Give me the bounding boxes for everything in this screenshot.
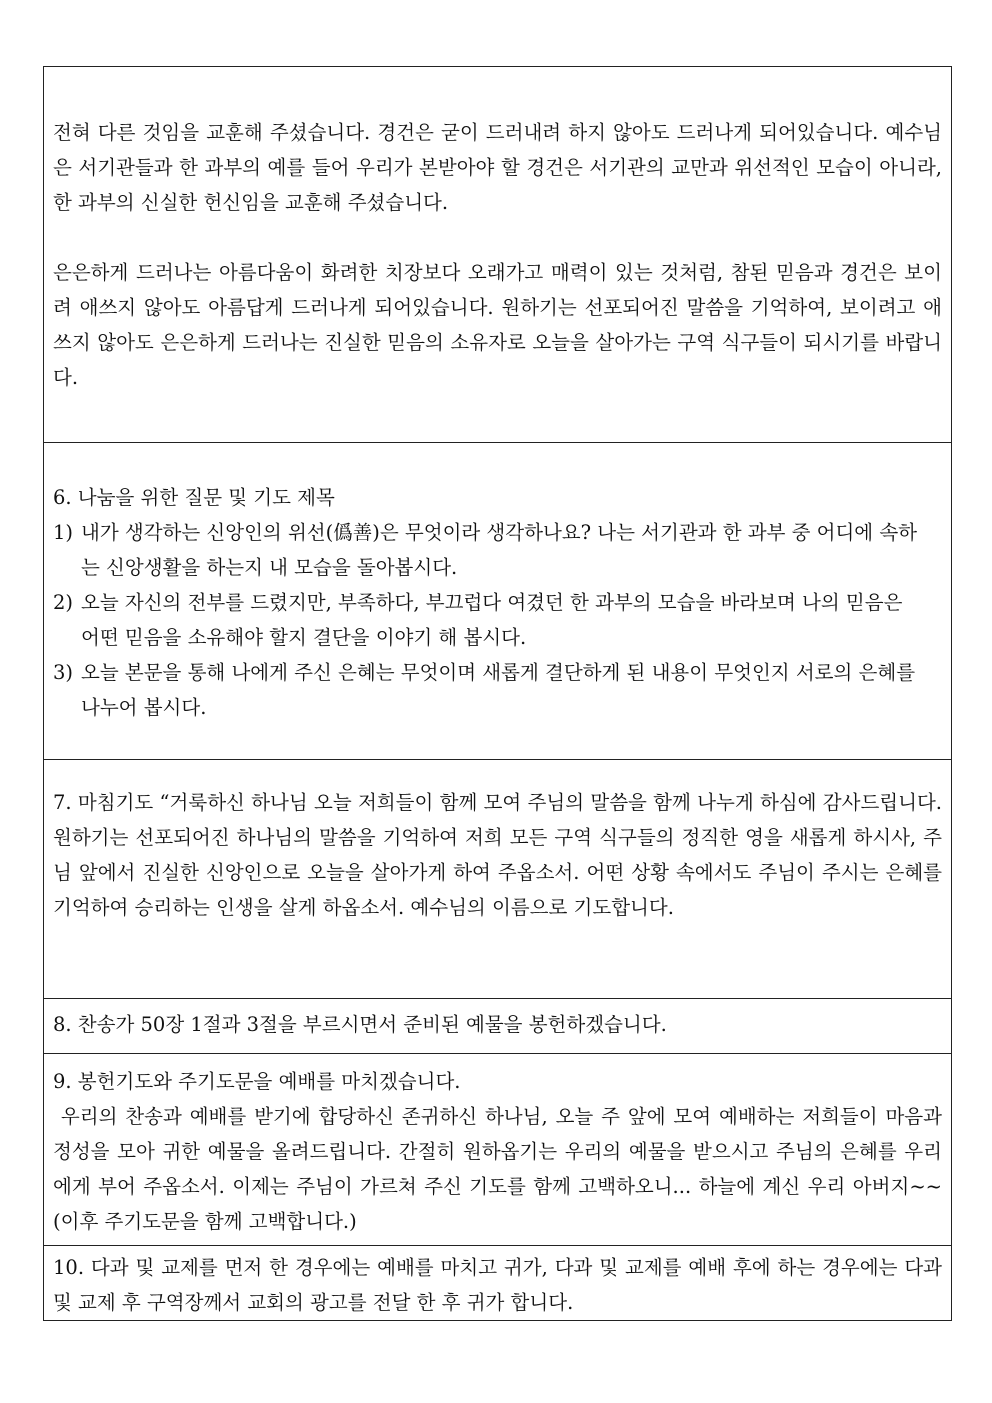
closing-paragraph-2: 은은하게 드러나는 아름다움이 화려한 치장보다 오래가고 매력이 있는 것처럼, 참된 믿음과 경건은 보이려 애쓰지 않아도 아름답게 드러나게 되어있습니다. 원하기는 선포되어진 말씀을 기억하여, 보이려고 애쓰지 않아도 은은하게 드러나는 진실한 믿음의 소유자로 오늘을 살아가는 구역 식구들이 되시기를 바랍니다. bbox=[53, 261, 942, 389]
worship-guide-table bbox=[43, 66, 952, 1321]
question-number: 2) bbox=[53, 591, 74, 614]
hymn-offering-cell bbox=[44, 999, 952, 1054]
hymn-offering-text: 8. 찬송가 50장 1절과 3절을 부르시면서 준비된 예물을 봉헌하겠습니다. bbox=[53, 1013, 667, 1036]
question-text: 오늘 자신의 전부를 드렸지만, 부족하다, 부끄럽다 여겼던 한 과부의 모습을 바라보며 나의 믿음은 어떤 믿음을 소유해야 할지 결단을 이야기 해 봅시다. bbox=[81, 591, 903, 649]
sharing-questions-cell bbox=[44, 443, 952, 760]
question-text: 내가 생각하는 신앙인의 위선(僞善)은 무엇이라 생각하나요? 나는 서기관과 한 과부 중 어디에 속하는 신앙생활을 하는지 내 모습을 돌아봅시다. bbox=[81, 521, 918, 579]
closing-message-cell bbox=[44, 67, 952, 443]
question-number: 1) bbox=[53, 521, 74, 544]
hymn-offering-row bbox=[44, 999, 952, 1054]
question-item-2 bbox=[53, 585, 942, 655]
fellowship-text: 10. 다과 및 교제를 먼저 한 경우에는 예배를 마치고 귀가, 다과 및 교제를 예배 후에 하는 경우에는 다과 및 교제 후 구역장께서 교회의 광고를 전달 한 후 귀가 합니다. bbox=[53, 1256, 942, 1314]
closing-prayer-cell bbox=[44, 760, 952, 999]
question-number: 3) bbox=[53, 661, 74, 684]
offering-prayer-heading: 9. 봉헌기도와 주기도문을 예배를 마치겠습니다. bbox=[53, 1070, 461, 1093]
fellowship-cell bbox=[44, 1246, 952, 1321]
question-item-1 bbox=[53, 515, 942, 585]
sharing-heading: 6. 나눔을 위한 질문 및 기도 제목 bbox=[53, 486, 335, 509]
closing-prayer-text: 7. 마침기도 “거룩하신 하나님 오늘 저희들이 함께 모여 주님의 말씀을 함께 나누게 하심에 감사드립니다. 원하기는 선포되어진 하나님의 말씀을 기억하여 저희 모든 구역 식구들의 정직한 영을 새롭게 하시사, 주님 앞에서 진실한 신앙인으로 오늘을 살아가게 하여 주옵소서. 어떤 상황 속에서도 주님이 주시는 은혜를 기억하여 승리하는 인생을 살게 하옵소서. 예수님의 이름으로 기도합니다. bbox=[53, 791, 942, 919]
fellowship-row bbox=[44, 1246, 952, 1321]
closing-message-row bbox=[44, 67, 952, 443]
sharing-questions-row bbox=[44, 443, 952, 760]
question-text: 오늘 본문을 통해 나에게 주신 은혜는 무엇이며 새롭게 결단하게 된 내용이 무엇인지 서로의 은혜를 나누어 봅시다. bbox=[81, 661, 916, 719]
paragraph-spacer bbox=[53, 220, 942, 255]
question-item-3 bbox=[53, 655, 942, 725]
closing-paragraph-1: 전혀 다른 것임을 교훈해 주셨습니다. 경건은 굳이 드러내려 하지 않아도 드러나게 되어있습니다. 예수님은 서기관들과 한 과부의 예를 들어 우리가 본받아야 할 경건은 서기관의 교만과 위선적인 모습이 아니라, 한 과부의 신실한 헌신임을 교훈해 주셨습니다. bbox=[53, 121, 942, 214]
offering-prayer-row bbox=[44, 1054, 952, 1246]
closing-prayer-row bbox=[44, 760, 952, 999]
offering-prayer-cell bbox=[44, 1054, 952, 1246]
offering-prayer-body: 우리의 찬송과 예배를 받기에 합당하신 존귀하신 하나님, 오늘 주 앞에 모여 예배하는 저희들이 마음과 정성을 모아 귀한 예물을 올려드립니다. 간절히 원하옵기는 우리의 예물을 받으시고 주님의 은혜를 우리에게 부어 주옵소서. 이제는 주님이 가르쳐 주신 기도를 함께 고백하오니... 하늘에 계신 우리 아버지~~(이후 주기도문을 함께 고백합니다.) bbox=[53, 1105, 949, 1233]
